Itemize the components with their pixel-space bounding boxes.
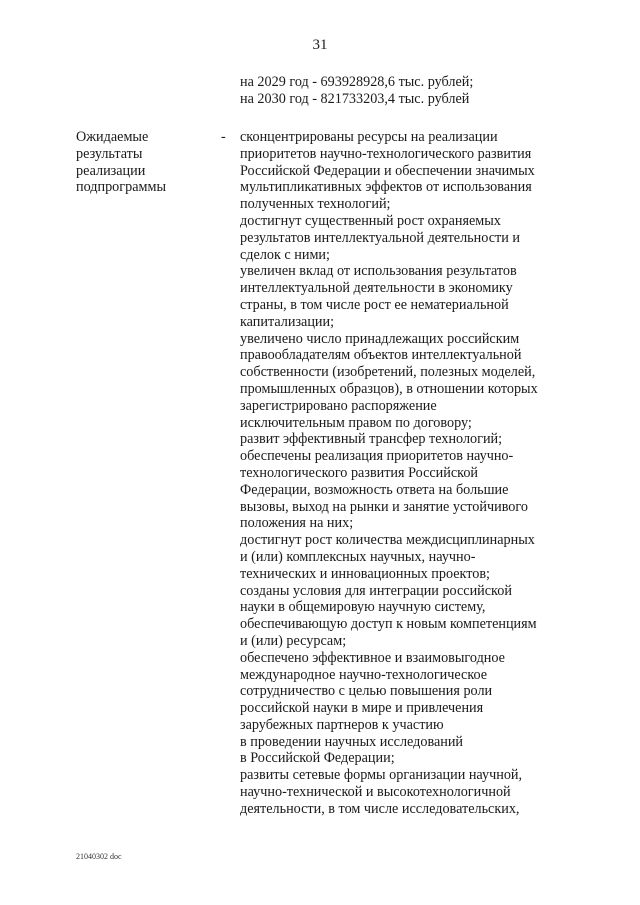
content-line: страны, в том числе рост ее нематериальной (240, 296, 509, 313)
content-line: интеллектуальной деятельности в экономику (240, 280, 513, 297)
funding-line-2029: на 2029 год - 693928928,6 тыс. рублей; (240, 74, 474, 90)
funding-lines (240, 74, 600, 108)
content-line: российской науки в мире и привлечения (240, 700, 484, 717)
content-line: зарегистрировано распоряжение (240, 397, 437, 414)
content-line: технологического развития Российской (240, 464, 479, 481)
content-line: деятельности, в том числе исследовательских, (240, 800, 520, 817)
content-line: промышленных образцов), в отношении которых (240, 380, 538, 397)
content-line: Российской Федерации и обеспечении значимых (240, 162, 535, 179)
page-number: 31 (312, 37, 328, 53)
content-line: обеспечены реализация приоритетов научно- (240, 448, 514, 465)
content-line: положения на них; (240, 515, 354, 532)
content-line: сконцентрированы ресурсы на реализации (240, 129, 498, 145)
section-separator: - (221, 129, 226, 145)
content-line: собственности (изобретений, полезных моделей, (240, 364, 536, 381)
content-line: и (или) комплексных научных, научно- (240, 548, 476, 565)
content-line: сделок с ними; (240, 246, 330, 263)
content-line: технических и инновационных проектов; (240, 565, 490, 582)
content-line: развиты сетевые формы организации научной, (240, 767, 523, 784)
content-line: полученных технологий; (240, 196, 391, 213)
content-line: увеличено число принадлежащих российским (240, 330, 520, 347)
content-line: сотрудничество с целью повышения роли (240, 683, 493, 700)
funding-line-2030: на 2030 год - 821733203,4 тыс. рублей (240, 90, 470, 107)
content-line: вызовы, выход на рынки и занятие устойчивого (240, 498, 528, 515)
content-line: приоритетов научно-технологического развития (240, 145, 532, 162)
content-line: науки в общемировую научную систему, (240, 599, 486, 616)
content-line: Федерации, возможность ответа на большие (240, 481, 509, 498)
content-line: в проведении научных исследований (240, 733, 464, 750)
content-line: научно-технической и высокотехнологичной (240, 784, 511, 801)
content-line: и (или) ресурсам; (240, 632, 347, 649)
section-content (240, 129, 580, 818)
content-line: мультипликативных эффектов от использования (240, 179, 532, 196)
content-line: результатов интеллектуальной деятельности и (240, 229, 520, 246)
content-line: достигнут существенный рост охраняемых (240, 212, 501, 229)
content-line: достигнут рост количества междисциплинарных (240, 532, 535, 549)
content-line: обеспечивающую доступ к новым компетенциям (240, 616, 537, 633)
section-label-line: реализации (76, 162, 146, 179)
content-line: увеличен вклад от использования результатов (240, 263, 517, 280)
section-label (76, 129, 206, 196)
content-line: развит эффективный трансфер технологий; (240, 431, 503, 448)
content-line: исключительным правом по договору; (240, 414, 472, 431)
content-line: обеспечено эффективное и взаимовыгодное (240, 649, 505, 666)
section-label-line: подпрограммы (76, 179, 166, 196)
content-line: правообладателям объектов интеллектуальной (240, 347, 522, 364)
content-line: в Российской Федерации; (240, 750, 395, 767)
content-line: международное научно-технологическое (240, 666, 488, 683)
footer-doc-code: 21040302 doc (76, 852, 122, 861)
content-line: зарубежных партнеров к участию (240, 716, 444, 733)
section-label-line: результаты (76, 145, 143, 162)
content-line: капитализации; (240, 313, 335, 330)
section-label-line: Ожидаемые (76, 129, 149, 145)
content-line: созданы условия для интеграции российской (240, 582, 512, 599)
